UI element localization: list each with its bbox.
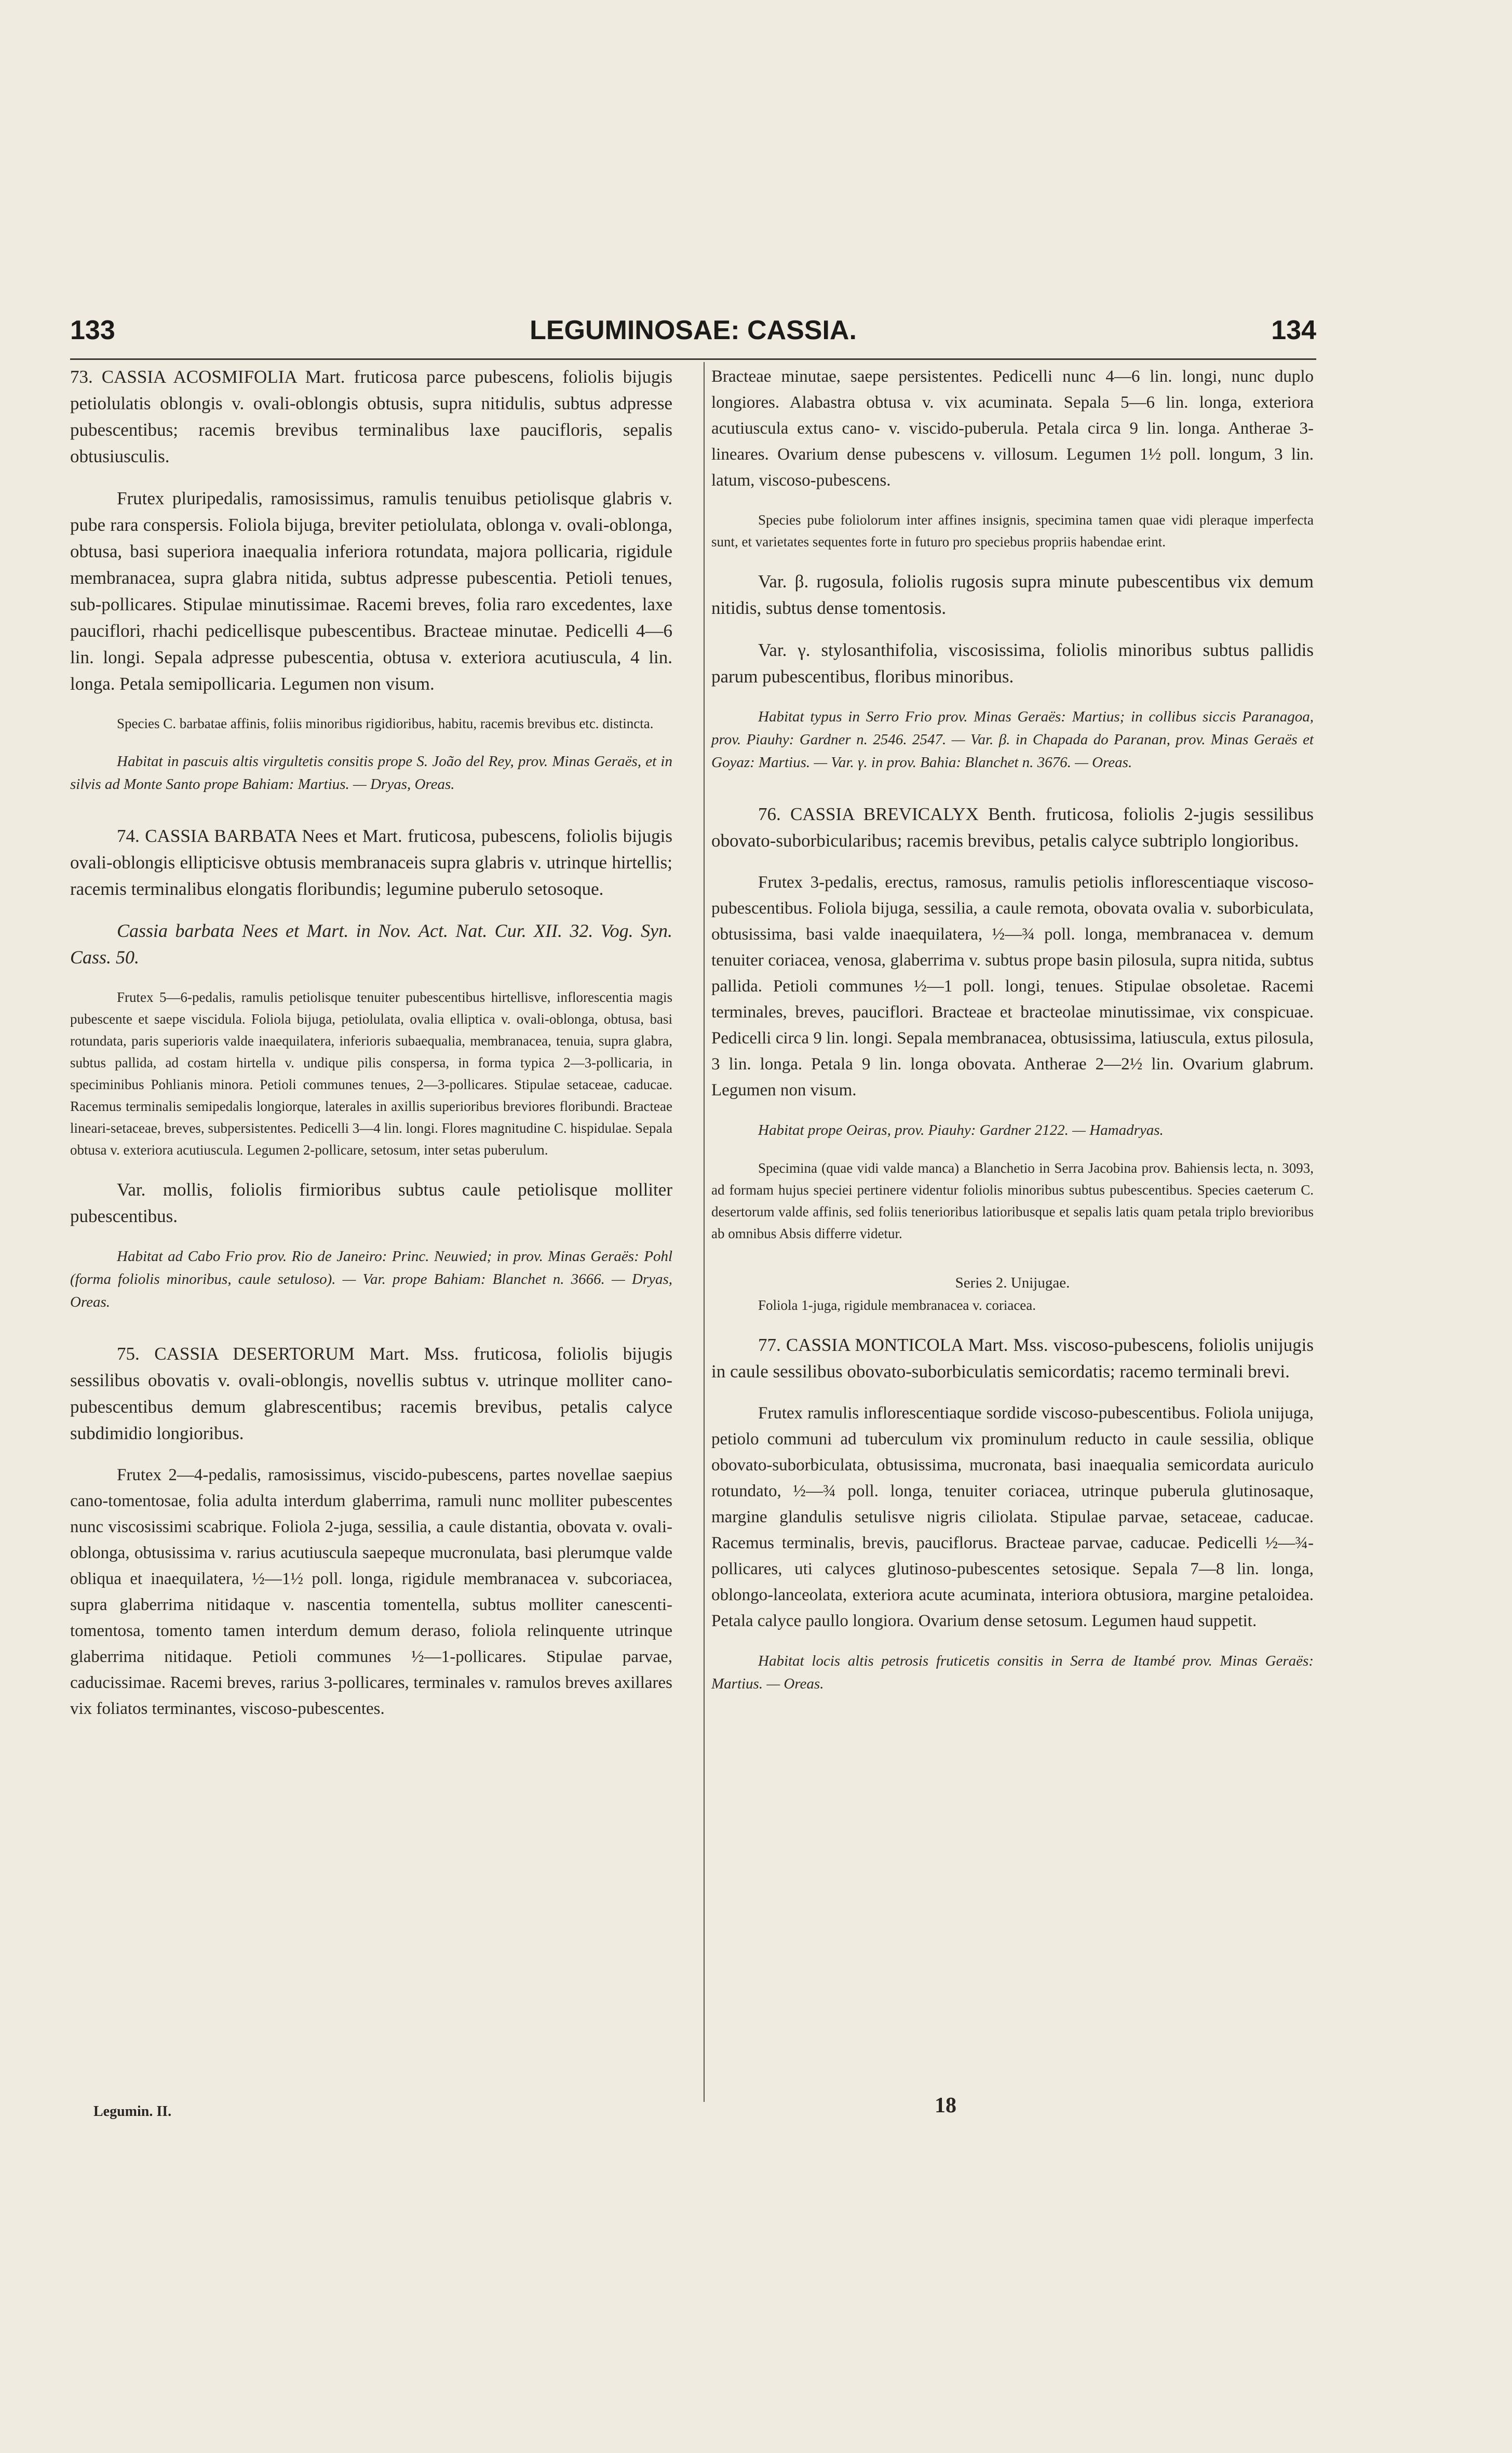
page-header bbox=[70, 315, 1316, 346]
footer-signature-number: 18 bbox=[935, 2094, 956, 2117]
species-77-description: Frutex ramulis inflorescentiaque sordide viscoso-pubescentibus. Foliola unijuga, petiolo communi ad tuberculum vix prominulum reducto in caule sessilia, oblique obovato-suborbiculata, obtusissima, mucronata, basi inaequalia semicordata auriculo rotundato, ½—¾ poll. longa, tenuiter coriacea, utrinque puberula glutinosaque, margine glandulis setulisve nigris ciliolata. Stipulae parvae, setaceae, caducae. Racemus terminalis, brevis, pauciflorus. Bracteae parvae, caducae. Pedicelli ½—¾-pollicares, uti calyces glutinoso-pubescentes setosique. Sepala 7—8 lin. longa, oblongo-lanceolata, exteriora acute acuminata, interiora obtusiora, margine petaloidea. Petala calyce paullo longiora. Ovarium dense setosum. Legumen haud suppetit. bbox=[711, 1404, 1314, 1630]
species-73-description: Frutex pluripedalis, ramosissimus, ramulis tenuibus petiolisque glabris v. pube rara conspersis. Foliola bijuga, breviter petiolulata, oblonga v. ovali-oblonga, obtusa, basi superiora inaequalia inferiora rotundata, majora pollicaria, rigidule membranacea, supra glabra nitida, subtus adpresse pubescentia. Petioli tenues, sub-pollicares. Stipulae minutissimae. Racemi breves, folia raro excedentes, laxe pauciflori, rhachi pedicellisque pubescentibus. Bracteae minutae. Pedicelli 4—6 lin. longi. Sepala adpresse pubescentia, obtusa v. exteriora acutiuscula, 4 lin. longa. Petala semipollicaria. Legumen non visum. bbox=[70, 488, 672, 694]
series-description: Foliola 1-juga, rigidule membranacea v. coriacea. bbox=[758, 1297, 1036, 1313]
species-74-diagnosis: 74. CASSIA BARBATA Nees et Mart. fruticosa, pubescens, foliolis bijugis ovali-oblongis ellipticisve obtusis membranaceis supra glabris v. utrinque hirtellis; racemis terminalibus elongatis floribundis; legumine puberulo setosoque. bbox=[70, 826, 672, 899]
running-title: LEGUMINOSAE: CASSIA. bbox=[530, 315, 857, 345]
species-77-diagnosis: 77. CASSIA MONTICOLA Mart. Mss. viscoso-pubescens, foliolis unijugis in caule sessilibus obovato-suborbiculatis semicordatis; racemo terminali brevi. bbox=[711, 1335, 1314, 1382]
species-75-diagnosis: 75. CASSIA DESERTORUM Mart. Mss. fruticosa, foliolis bijugis sessilibus obovatis v. ovali-oblongis, novellis subtus v. utrinque molliter cano-pubescentibus demum glabrescentibus; racemis brevibus, petalis calyce subdimidio longioribus. bbox=[70, 1344, 672, 1443]
footer-signature-label: Legumin. II. bbox=[93, 2103, 172, 2120]
left-column bbox=[70, 364, 672, 1722]
species-74-synonym: Cassia barbata Nees et Mart. in Nov. Act. Nat. Cur. XII. 32. Vog. Syn. Cass. 50. bbox=[70, 920, 672, 968]
species-74-variety: Var. mollis, foliolis firmioribus subtus caule petiolisque molliter pubescentibus. bbox=[70, 1179, 672, 1226]
species-73-diagnosis: 73. CASSIA ACOSMIFOLIA Mart. fruticosa parce pubescens, foliolis bijugis petiolulatis oblongis v. ovali-oblongis obtusis, supra nitidulis, subtus adpresse pubescentibus; racemis brevibus terminalibus laxe paucifloris, sepalis obtusiusculis. bbox=[70, 367, 672, 466]
species-73-habitat: Habitat in pascuis altis virgultetis consitis prope S. João del Rey, prov. Minas Geraës, et in silvis ad Monte Santo prope Bahiam: Martius. — Dryas, Oreas. bbox=[70, 753, 672, 793]
species-76-description: Frutex 3-pedalis, erectus, ramosus, ramulis petiolis inflorescentiaque viscoso-pubescentibus. Foliola bijuga, sessilia, a caule remota, obovata ovalia v. suborbiculata, obtusissima, basi valde inaequilatera, ½—¾ poll. longa, membranacea v. demum tenuiter coriacea, venosa, glaberrima v. subtus prope basin pilosula, supra nitida, subtus pallida. Petioli communes ½—1 poll. longi, tenues. Stipulae obsoletae. Racemi terminales, breves, pauciflori. Bracteae et bracteolae minutissimae, vix conspicuae. Pedicelli circa 9 lin. longi. Sepala membranacea, obtusissima, latiuscula, extus pilosula, 3 lin. longa. Petala 9 lin. longa obovata. Antherae 2—2½ lin. Ovarium glabrum. Legumen non visum. bbox=[711, 873, 1314, 1100]
species-76-habitat: Habitat prope Oeiras, prov. Piauhy: Gardner 2122. — Hamadryas. bbox=[758, 1122, 1164, 1138]
species-75-habitat: Habitat typus in Serro Frio prov. Minas Geraës: Martius; in collibus siccis Paranagoa, prov. Piauhy: Gardner n. 2546. 2547. — Var. β. in Chapada do Paranan, prov. Minas Geraës et Goyaz: Martius. — Var. γ. in prov. Bahia: Blanchet n. 3676. — Oreas. bbox=[711, 708, 1314, 771]
species-75-description: Frutex 2—4-pedalis, ramosissimus, viscido-pubescens, partes novellae saepius cano-tomentosae, folia adulta interdum glaberrima, ramuli nunc molliter pubescentes nunc viscosissimi scabrique. Foliola 2-juga, sessilia, a caule distantia, obovata v. ovali-oblonga, obtusissima v. rarius acutiuscula saepeque mucronulata, basi plerumque valde obliqua et inaequilatera, ½—1½ poll. longa, rigidule membranacea v. subcoriacea, supra glaberrima nitidaque v. nascentia tomentella, subtus molliter canescenti-tomentosa, tomento tamen interdum demum deraso, foliola relinquente utrinque glaberrima nitidaque. Petioli communes ½—1-pollicares. Stipulae parvae, caducissimae. Racemi breves, rarius 3-pollicares, terminales v. ramulos breves axillares vix foliatos terminantes, viscoso-pubescentes. bbox=[70, 1466, 672, 1718]
species-73-note: Species C. barbatae affinis, foliis minoribus rigidioribus, habitu, racemis brevibus etc. distincta. bbox=[117, 716, 654, 731]
species-75-description-cont: Bracteae minutae, saepe persistentes. Pedicelli nunc 4—6 lin. longi, nunc duplo longiores. Alabastra obtusa v. vix acuminata. Sepala 5—6 lin. longa, exteriora acutiuscula extus cano- v. viscido-puberula. Petala circa 9 lin. longa. Antherae 3-lineares. Ovarium dense pubescens v. villosum. Legumen 1½ poll. longum, 3 lin. latum, viscoso-pubescens. bbox=[711, 367, 1314, 490]
species-75-var-gamma: Var. γ. stylosanthifolia, viscosissima, foliolis minoribus subtus pallidis parum pubescentibus, floribus minoribus. bbox=[711, 640, 1314, 687]
page-number-left: 133 bbox=[70, 315, 115, 345]
species-76-note: Specimina (quae vidi valde manca) a Blanchetio in Serra Jacobina prov. Bahiensis lecta, n. 3093, ad formam hujus speciei pertinere videntur foliolis minoribus subtus pubescentibus. Species caeterum C. desertorum valde affinis, sed foliis tenerioribus latioribusque et sepalis latis quam petala triplo brevioribus ab omnibus Absis differre videtur. bbox=[711, 1160, 1314, 1241]
right-column bbox=[711, 364, 1314, 1695]
species-74-description: Frutex 5—6-pedalis, ramulis petiolisque tenuiter pubescentibus hirtellisve, inflorescentia magis pubescente et saepe viscidula. Foliola bijuga, petiolulata, ovalia elliptica v. ovali-oblonga, obtusa, basi rotundata, paris superioris valde inaequilatera, inferioris subaequalia, membranacea, tenuia, supra glabra, subtus pallida, ad costam hirtella v. undique pilis conspersa, in forma typica 2—3-pollicaria, in speciminibus Pohlianis minora. Petioli communes tenues, 2—3-pollicares. Stipulae setaceae, caducae. Racemus terminalis semipedalis longiorque, laterales in axillis superioribus breviores floribundi. Bracteae lineari-setaceae, breves, subpersistentes. Pedicelli 3—4 lin. longi. Flores magnitudine C. hispidulae. Sepala obtusa v. exteriora acutiuscula. Legumen 2-pollicare, setosum, inter setas puberulum. bbox=[70, 989, 672, 1158]
page-number-right: 134 bbox=[1271, 315, 1316, 345]
species-75-note: Species pube foliolorum inter affines insignis, specimina tamen quae vidi pleraque imperfecta sunt, et varietates sequentes forte in futuro pro speciebus propriis habendae erint. bbox=[711, 512, 1314, 549]
species-76-diagnosis: 76. CASSIA BREVICALYX Benth. fruticosa, foliolis 2-jugis sessilibus obovato-suborbicularibus; racemis brevibus, petalis calyce subtriplo longioribus. bbox=[711, 804, 1314, 851]
series-heading: Series 2. Unijugae. bbox=[955, 1275, 1070, 1291]
species-74-habitat: Habitat ad Cabo Frio prov. Rio de Janeiro: Princ. Neuwied; in prov. Minas Geraës: Pohl (forma foliolis minoribus, caule setuloso). — Var. prope Bahiam: Blanchet n. 3666. — Dryas, Oreas. bbox=[70, 1248, 672, 1310]
species-77-habitat: Habitat locis altis petrosis fruticetis consitis in Serra de Itambé prov. Minas Geraës: Martius. — Oreas. bbox=[711, 1653, 1314, 1692]
header-rule bbox=[70, 358, 1316, 360]
column-divider bbox=[704, 362, 705, 2102]
species-75-var-beta: Var. β. rugosula, foliolis rugosis supra minute pubescentibus vix demum nitidis, subtus dense tomentosis. bbox=[711, 571, 1314, 618]
